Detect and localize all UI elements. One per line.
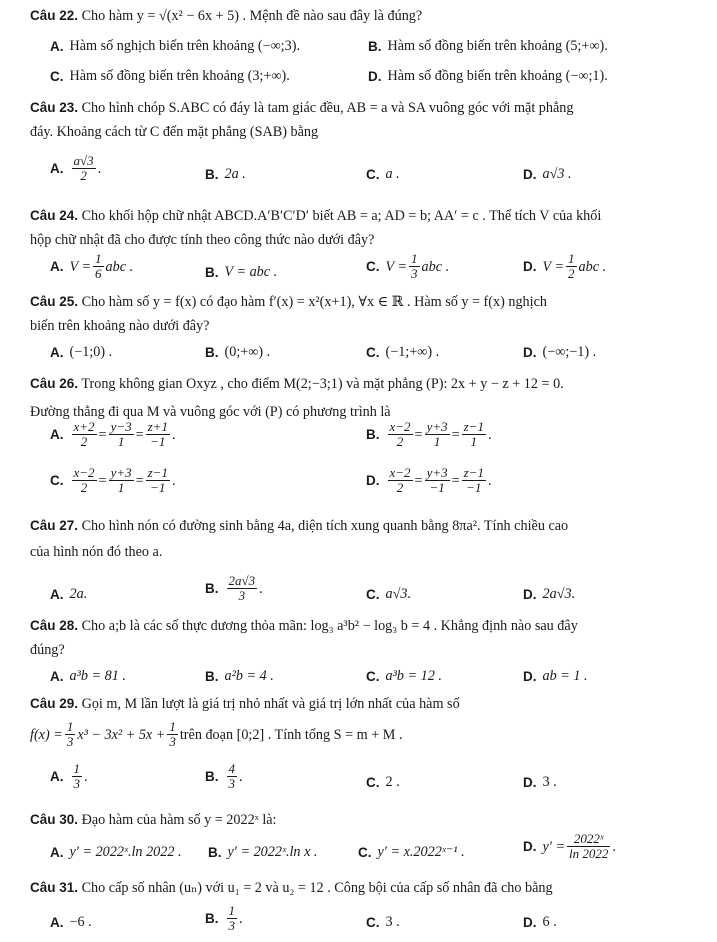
option-c: C. Hàm số đồng biến trên khoảng (3;+∞). [50,68,290,84]
option-c: C. a√3. [366,586,412,602]
question-stem: Gọi m, M lần lượt là giá trị nhỏ nhất và giá trị lớn nhất của hàm số [81,696,460,712]
question-stem-cont: của hình nón đó theo a. [30,544,163,560]
option-b: B. $\frac{1}{3}$ . [205,903,243,933]
question-number: Câu 25. [30,294,79,309]
question-stem: Cho hình chóp S.ABC có đáy là tam giác đều, AB = a và SA vuông góc với mặt phẳng [81,100,574,116]
option-c: C. V = $\frac{1}{3}$ abc . [366,251,450,281]
question-stem-cont: Đường thẳng đi qua M và vuông góc với (P) có phương trình là [30,404,391,420]
option-b: B. Hàm số đồng biến trên khoảng (5;+∞). [368,38,608,54]
option-c: C. a . [366,166,400,182]
option-d: D. ab = 1 . [523,668,588,684]
option-c: C. 3 . [366,914,400,930]
option-d: D. 2a√3. [523,586,576,602]
question-stem: Cho a;b là các số thực dương thỏa mãn: log₃ a³b² − log₃ b = 4 . Khẳng định nào sau đây [81,618,578,634]
option-a: A. Hàm số nghịch biến trên khoảng (−∞;3). [50,38,300,54]
question-27 [30,516,700,562]
option-a: A. (−1;0) . [50,344,113,360]
option-b: B. 2a . [205,166,246,182]
option-b: B. $\frac{x-2}{2}$ = $\frac{y+3}{1}$ = $\frac{z-1}{1}$ . [366,419,492,449]
option-c: C. $\frac{x-2}{2}$ = $\frac{y+3}{1}$ = $\frac{z-1}{-1}$ . [50,465,176,495]
question-stem: Cho hàm y = √(x² − 6x + 5) . Mệnh đề nào sau đây là đúng? [81,8,423,24]
question-number: Câu 28. [30,618,79,633]
option-b: B. a²b = 4 . [205,668,274,684]
question-number: Câu 26. [30,376,79,391]
question-stem: Cho cấp số nhân (uₙ) với u₁ = 2 và u₂ = 12 . Công bội của cấp số nhân đã cho bằng [81,880,553,896]
question-22 [30,6,700,26]
question-stem-cont: đúng? [30,642,65,658]
question-29 [30,694,700,714]
question-29-line2: f(x) = $\frac{1}{3}$ x³ − 3x² + 5x + $\frac{1}{3}$ trên đoạn [0;2] . Tính tổng S = m + M . [30,719,403,749]
question-number: Câu 30. [30,812,79,827]
option-c: C. (−1;+∞) . [366,344,440,360]
question-stem: Cho khối hộp chữ nhật ABCD.A′B′C′D′ biết AB = a; AD = b; AA′ = c . Thể tích V của khối [81,208,602,224]
question-number: Câu 23. [30,100,79,115]
option-d: D. 3 . [523,774,557,790]
question-stem: Trong không gian Oxyz , cho điểm M(2;−3;1) và mặt phẳng (P): 2x + y − z + 12 = 0. [81,376,564,392]
question-26 [30,374,700,422]
question-stem-cont: hộp chữ nhật đã cho được tính theo công thức nào dưới đây? [30,232,375,248]
option-d: D. Hàm số đồng biến trên khoảng (−∞;1). [368,68,608,84]
question-number: Câu 31. [30,880,79,895]
question-stem-cont: biến trên khoảng nào dưới đây? [30,318,210,334]
question-number: Câu 27. [30,518,79,533]
option-c: C. a³b = 12 . [366,668,442,684]
option-b: B. y′ = 2022ˣ.ln x . [208,844,318,860]
question-30 [30,810,700,830]
question-number: Câu 29. [30,696,79,711]
option-a: A. $\frac{x+2}{2}$ = $\frac{y-3}{1}$ = $\frac{z+1}{-1}$ . [50,419,176,449]
option-d: D. $\frac{x-2}{2}$ = $\frac{y+3}{-1}$ = $\frac{z-1}{-1}$ . [366,465,492,495]
question-23 [30,98,700,142]
option-a: A. V = $\frac{1}{6}$ abc . [50,251,134,281]
option-c: C. 2 . [366,774,400,790]
option-a: A. a³b = 81 . [50,668,126,684]
option-d: D. 6 . [523,914,557,930]
option-b: B. $\frac{2a√3}{3}$ . [205,573,263,603]
option-c: C. y′ = x.2022ˣ⁻¹ . [358,844,465,860]
question-25 [30,292,700,336]
question-28 [30,616,700,660]
option-a: A. −6 . [50,914,92,930]
option-b: B. (0;+∞) . [205,344,271,360]
option-d: D. V = $\frac{1}{2}$ abc . [523,251,607,281]
option-a: A. $\frac{a√3}{2}$ . [50,153,102,183]
option-d: D. y′ = $\frac{\text{2022ˣ}}{\ln 2022}$ . [523,831,616,861]
question-stem: Cho hàm số y = f(x) có đạo hàm f′(x) = x²(x+1), ∀x ∈ ℝ . Hàm số y = f(x) nghịch [81,294,547,310]
option-d: D. (−∞;−1) . [523,344,597,360]
question-number: Câu 22. [30,8,79,23]
option-a: A. y′ = 2022ˣ.ln 2022 . [50,844,182,860]
option-b: B. V = abc . [205,264,278,280]
question-24 [30,206,700,250]
option-d: D. a√3 . [523,166,572,182]
question-stem-cont: đáy. Khoảng cách từ C đến mặt phẳng (SAB) bằng [30,124,319,140]
question-stem: Đạo hàm của hàm số y = 2022ˣ là: [81,812,277,828]
question-31 [30,878,700,898]
option-b: B. $\frac{4}{3}$ . [205,761,243,791]
option-a: A. 2a. [50,586,88,602]
question-stem: Cho hình nón có đường sinh bằng 4a, diện tích xung quanh bằng 8πa². Tính chiều cao [81,518,569,534]
question-number: Câu 24. [30,208,79,223]
option-a: A. $\frac{1}{3}$ . [50,761,88,791]
